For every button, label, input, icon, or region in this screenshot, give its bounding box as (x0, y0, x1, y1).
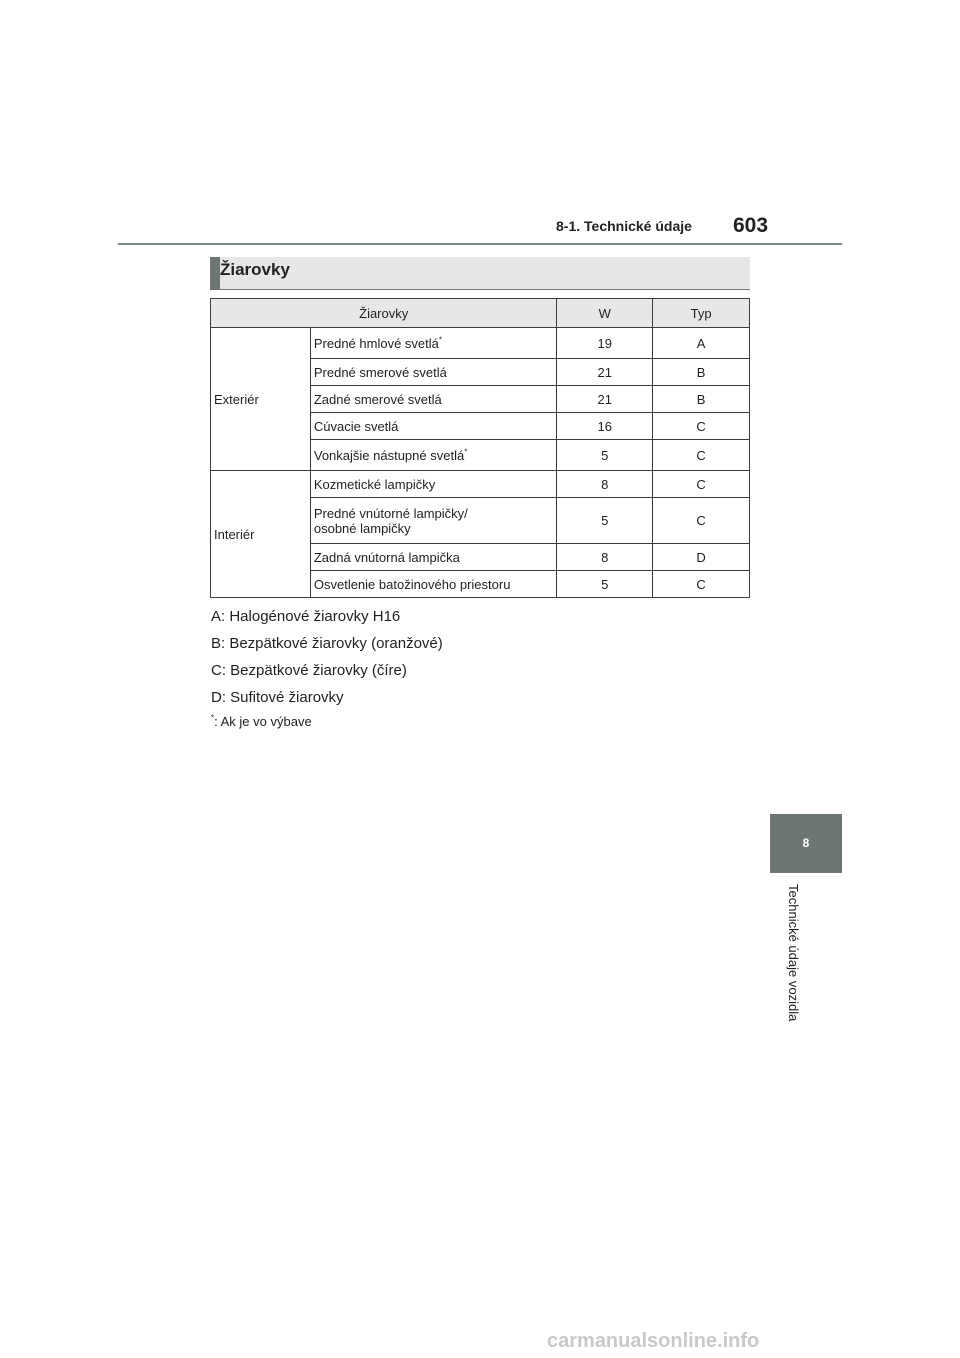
bulb-table (210, 298, 750, 598)
chapter-tab: 8 (770, 814, 842, 873)
legend-item-b: B: Bezpätkové žiarovky (oranžové) (211, 635, 443, 652)
footnote (211, 714, 312, 729)
heading-underline (210, 289, 750, 290)
bulb-wattage: 16 (557, 413, 653, 440)
heading-accent (210, 257, 220, 289)
bulb-wattage: 21 (557, 386, 653, 413)
table-row (211, 471, 750, 498)
bulb-label-line2: osobné lampičky (313, 520, 411, 536)
heading-title: Žiarovky (220, 260, 290, 279)
legend-item-c: C: Bezpätkové žiarovky (číre) (211, 662, 407, 679)
bulb-name: Zadné smerové svetlá (310, 386, 557, 413)
bulb-type: A (653, 328, 750, 359)
bulb-label: Predné hmlové svetlá (313, 335, 439, 351)
bulb-type: C (653, 471, 750, 498)
bulb-name (310, 498, 557, 544)
group-interior: Interiér (211, 471, 311, 598)
bulb-wattage: 5 (557, 498, 653, 544)
bulb-wattage: 5 (557, 571, 653, 598)
bulb-wattage: 8 (557, 544, 653, 571)
bulb-name: Cúvacie svetlá (310, 413, 557, 440)
header-divider (118, 243, 842, 245)
footnote-marker: * (464, 447, 468, 457)
bulb-label: Predné vnútorné lampičky/ (313, 505, 468, 521)
bulb-type: C (653, 571, 750, 598)
bulb-type: C (653, 413, 750, 440)
bulb-type: C (653, 498, 750, 544)
bulb-name: Osvetlenie batožinového priestoru (310, 571, 557, 598)
table-header-row (211, 299, 750, 328)
bulb-name: Predné smerové svetlá (310, 359, 557, 386)
chapter-tab-label: Technické údaje vozidla (786, 884, 801, 1022)
bulb-type: B (653, 386, 750, 413)
legend-item-a: A: Halogénové žiarovky H16 (211, 608, 401, 625)
bulb-type: D (653, 544, 750, 571)
legend-item-d: D: Sufitové žiarovky (211, 689, 344, 706)
bulb-name: Zadná vnútorná lampička (310, 544, 557, 571)
column-header-bulbs: Žiarovky (211, 299, 557, 328)
bulb-name: Kozmetické lampičky (310, 471, 557, 498)
column-header-type: Typ (653, 299, 750, 328)
bulb-name (310, 440, 557, 471)
bulb-wattage: 19 (557, 328, 653, 359)
footnote-marker: * (211, 713, 215, 723)
table-row (211, 328, 750, 359)
bulb-label: Vonkajšie nástupné svetlá (313, 447, 465, 463)
bulb-wattage: 5 (557, 440, 653, 471)
bulb-type: B (653, 359, 750, 386)
bulb-type: C (653, 440, 750, 471)
group-exterior: Exteriér (211, 328, 311, 471)
column-header-w: W (557, 299, 653, 328)
bulb-wattage: 8 (557, 471, 653, 498)
footnote-marker: * (438, 335, 442, 345)
footnote-text: : Ak je vo výbave (214, 714, 312, 729)
bulb-wattage: 21 (557, 359, 653, 386)
watermark: carmanualsonline.info (547, 1330, 760, 1352)
bulb-name (310, 328, 557, 359)
heading-bar (210, 257, 750, 289)
section-title: 8-1. Technické údaje (556, 218, 692, 234)
page-number: 603 (733, 214, 769, 237)
